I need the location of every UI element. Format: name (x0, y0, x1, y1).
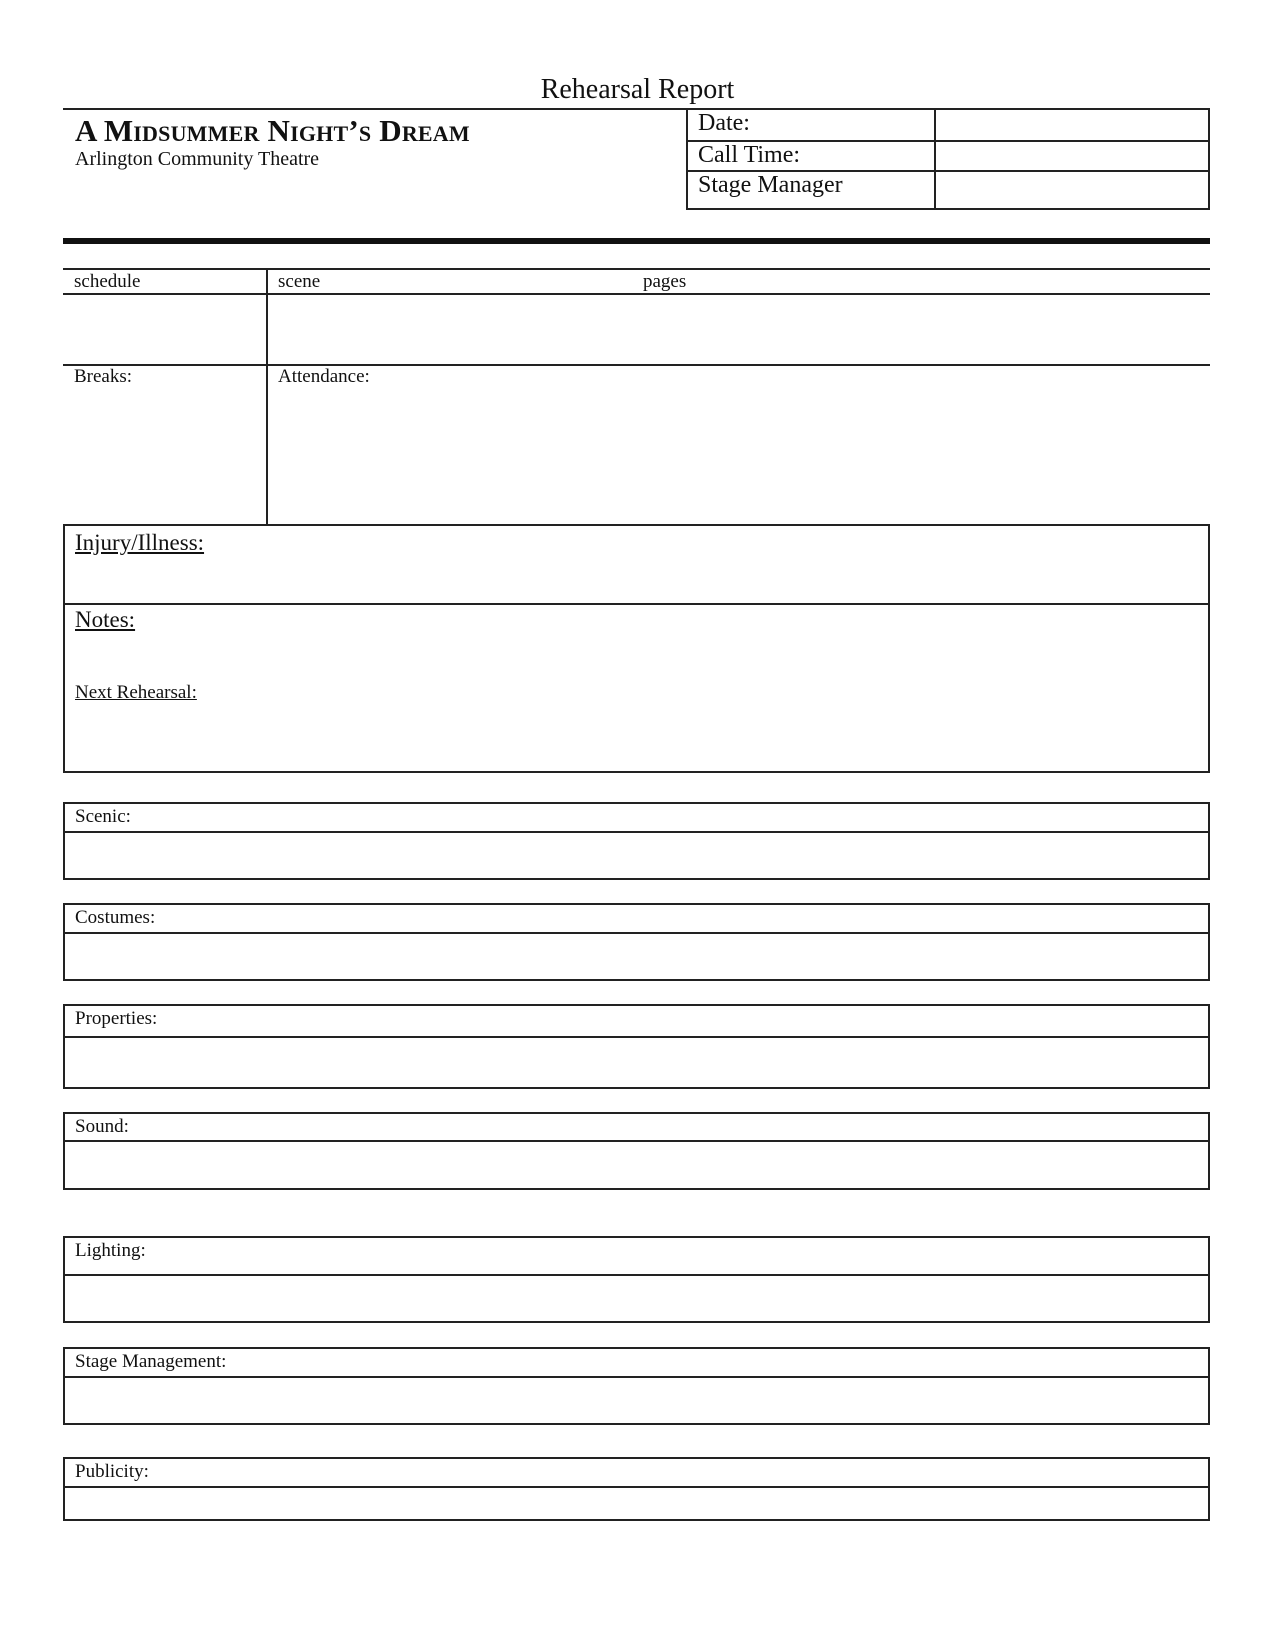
stage-management-box (63, 1347, 1210, 1425)
stage-management-label: Stage Management: (75, 1351, 227, 1372)
next-rehearsal-label: Next Rehearsal: (75, 682, 197, 703)
publicity-box (63, 1457, 1210, 1521)
properties-label: Properties: (75, 1008, 158, 1029)
stage-management-divider (65, 1376, 1208, 1378)
schedule-top-rule (63, 268, 1210, 270)
costumes-box (63, 903, 1210, 981)
schedule-header-rule (63, 293, 1210, 295)
stage-manager-label: Stage Manager (698, 172, 843, 198)
schedule-column-divider (266, 268, 268, 524)
publicity-divider (65, 1486, 1208, 1488)
properties-divider (65, 1036, 1208, 1038)
injury-notes-divider (65, 603, 1208, 605)
report-info-table (686, 108, 1210, 210)
sound-label: Sound: (75, 1116, 129, 1137)
costumes-label: Costumes: (75, 907, 156, 928)
scenic-divider (65, 831, 1208, 833)
scenic-box (63, 802, 1210, 880)
info-row-stage-manager (688, 172, 1208, 208)
publicity-label: Publicity: (75, 1461, 149, 1482)
injury-label: Injury/Illness: (75, 530, 205, 555)
info-row-date (688, 110, 1208, 142)
properties-box (63, 1004, 1210, 1089)
date-field[interactable] (944, 110, 1208, 140)
lighting-divider (65, 1274, 1208, 1276)
date-label: Date: (698, 110, 750, 136)
sound-divider (65, 1140, 1208, 1142)
sound-box (63, 1112, 1210, 1190)
injury-notes-box (63, 524, 1210, 773)
scenic-label: Scenic: (75, 806, 131, 827)
attendance-label: Attendance: (278, 366, 370, 387)
breaks-label: Breaks: (74, 366, 133, 387)
info-row-call-time (688, 142, 1208, 172)
section-divider (63, 238, 1210, 244)
pages-header: pages (643, 271, 687, 292)
call-time-field[interactable] (944, 142, 1208, 170)
schedule-bottom-rule (63, 364, 1210, 366)
header-rule (63, 108, 686, 110)
schedule-header: schedule (74, 271, 141, 292)
show-title: A Midsummer Night’s Dream (75, 113, 470, 148)
lighting-label: Lighting: (75, 1240, 146, 1261)
call-time-label: Call Time: (698, 142, 801, 168)
report-title: Rehearsal Report (540, 74, 735, 105)
stage-manager-field[interactable] (944, 172, 1208, 208)
costumes-divider (65, 932, 1208, 934)
lighting-box (63, 1236, 1210, 1323)
scene-header: scene (278, 271, 321, 292)
notes-label: Notes: (75, 607, 136, 632)
company-name: Arlington Community Theatre (75, 148, 320, 170)
